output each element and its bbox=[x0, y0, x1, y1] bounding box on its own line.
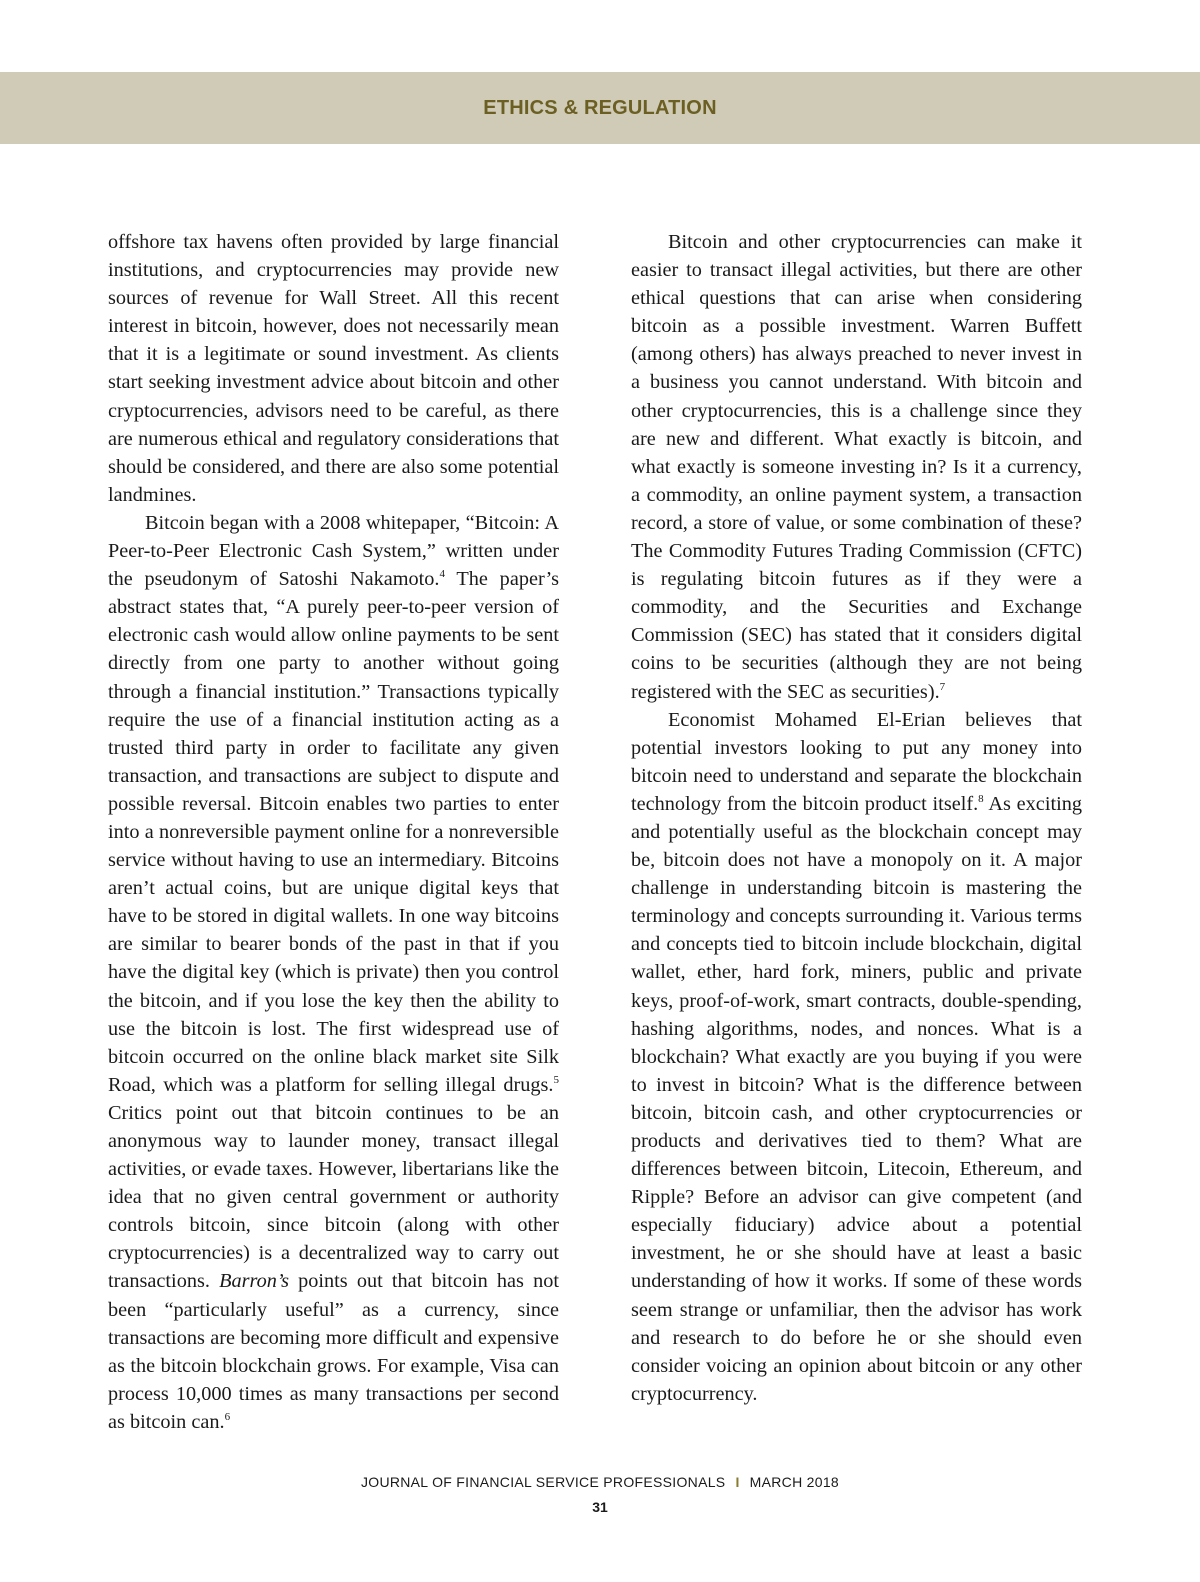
left-column bbox=[108, 228, 559, 1436]
paragraph-text: Bitcoin and other cryptocurrencies can make it easier to transact illegal activities, but there are other ethical questions that can arise when considering bitcoin as a possible investment. Warren Buffett (among others) has always preached to never invest in a business you cannot understand. With bitcoin and other cryptocurrencies, this is a challenge since they are new and different. What exactly is bitcoin, and what exactly is someone investing in? Is it a currency, a commodity, an online payment system, a transaction record, a store of value, or some combination of these? The Commodity Futures Trading Commission (CFTC) is regulating bitcoin futures as if they were a commodity, and the Securities and Exchange Commission (SEC) has stated that it considers digital coins to be securities (although they are not being registered with the SEC as securities). bbox=[631, 231, 1082, 703]
paragraph bbox=[631, 706, 1082, 1408]
footnote-marker[interactable]: 6 bbox=[224, 1411, 231, 1424]
paragraph bbox=[108, 509, 559, 1436]
journal-name: JOURNAL OF FINANCIAL SERVICE PROFESSIONALS bbox=[360, 1474, 726, 1490]
footer-separator: I bbox=[735, 1474, 740, 1490]
footnote-marker[interactable]: 7 bbox=[939, 680, 946, 693]
footer bbox=[0, 1474, 1200, 1490]
issue-date: MARCH 2018 bbox=[749, 1474, 840, 1490]
footnote-marker[interactable]: 5 bbox=[553, 1074, 559, 1087]
footnote-marker[interactable]: 8 bbox=[978, 793, 984, 806]
paragraph bbox=[108, 228, 559, 509]
paragraph-text: As exciting and potentially useful as the blockchain concept may be, bitcoin does not have a monopoly on it. A major challenge in understanding bitcoin is mastering the terminology and concepts surrounding it. Various terms and concepts tied to bitcoin include blockchain, digital wallet, ether, hard fork, miners, public and private keys, proof-of-work, smart contracts, double-spending, hashing algorithms, nodes, and nonces. What is a blockchain? What exactly are you buying if you were to invest in bitcoin? What is the difference between bitcoin, bitcoin cash, and other cryptocurrencies or products and derivatives tied to them? What are differences between bitcoin, Litecoin, Ethereum, and Ripple? Before an advisor can give competent (and especially fiduciary) advice about a potential investment, he or she should have at least a basic understanding of how it works. If some of these words seem strange or unfamiliar, then the advisor has work and research to do before he or she should even consider voicing an opinion about bitcoin or any other cryptocurrency. bbox=[631, 792, 1082, 1405]
paragraph-text: Bitcoin began with a 2008 whitepaper, “Bitcoin: A Peer-to-Peer Electronic Cash System,” written under the pseudonym of Satoshi Nakamoto. bbox=[108, 511, 559, 591]
paragraph-text: Critics point out that bitcoin continues to be an anonymous way to launder money, transact illegal activities, or evade taxes. However, libertarians like the idea that no given central government or authority controls bitcoin, since bitcoin (along with other cryptocurrencies) is a decentralized way to carry out transactions. bbox=[108, 1101, 559, 1293]
section-header-band bbox=[0, 72, 1200, 144]
section-title: ETHICS & REGULATION bbox=[483, 96, 717, 119]
paragraph-text: points out that bitcoin has not been “particularly useful” as a currency, since transactions are becoming more difficult and expensive as the bitcoin blockchain grows. For example, Visa can process 10,000 times as many transactions per second as bitcoin can. bbox=[108, 1270, 559, 1433]
right-column bbox=[631, 228, 1082, 1408]
publication-title: Barron’s bbox=[219, 1270, 289, 1293]
paragraph-text: Economist Mohamed El-Erian believes that potential investors looking to put any money into bitcoin need to understand and separate the blockchain technology from the bitcoin product itself. bbox=[631, 708, 1082, 815]
footnote-marker[interactable]: 4 bbox=[439, 568, 445, 581]
paragraph bbox=[631, 228, 1082, 706]
paragraph-text: offshore tax havens often provided by large financial institutions, and cryptocurrencies may provide new sources of revenue for Wall Street. All this recent interest in bitcoin, however, does not necessarily mean that it is a legitimate or sound investment. As clients start seeking investment advice about bitcoin and other cryptocurrencies, advisors need to be careful, as there are numerous ethical and regulatory considerations that should be considered, and there are also some potential landmines. bbox=[108, 231, 559, 506]
paragraph-text: The paper’s abstract states that, “A purely peer-to-peer version of electronic cash would allow online payments to be sent directly from one party to another without going through a financial institution.” Transactions typically require the use of a financial institution acting as a trusted third party in order to facilitate any given transaction, and transactions are subject to dispute and possible reversal. Bitcoin enables two parties to enter into a nonreversible payment online for a nonreversible service without having to use an intermediary. Bitcoins aren’t actual coins, but are unique digital keys that have to be stored in digital wallets. In one way bitcoins are similar to bearer bonds of the past in that if you have the digital key (which is private) then you control the bitcoin, and if you lose the key then the ability to use the bitcoin is lost. The first widespread use of bitcoin occurred on the online black market site Silk Road, which was a platform for selling illegal drugs. bbox=[108, 568, 559, 1096]
page-number: 31 bbox=[592, 1499, 608, 1515]
